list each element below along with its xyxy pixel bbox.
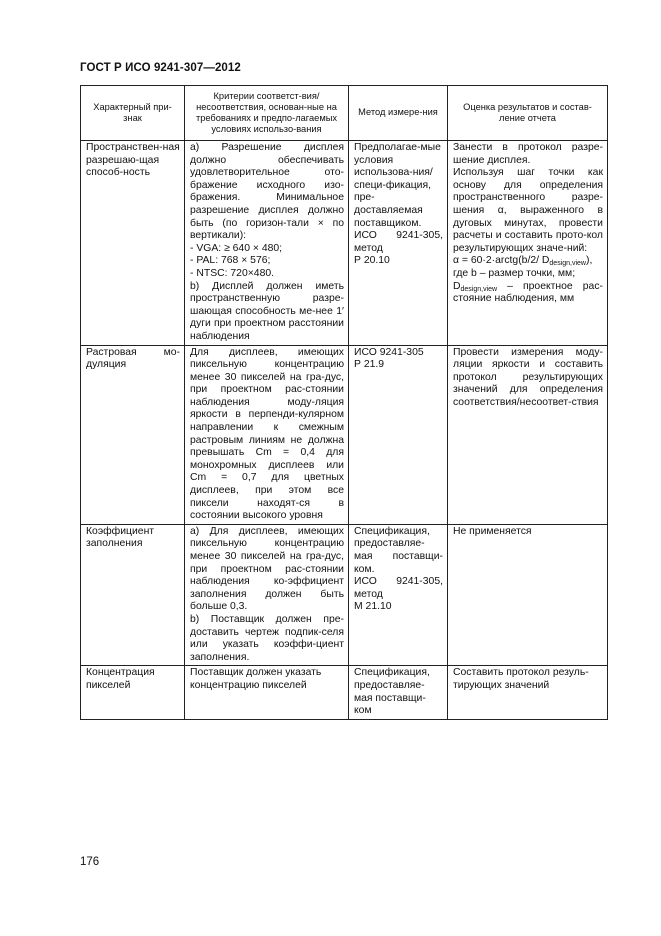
- method-cell: [349, 345, 448, 524]
- method-text: Р 21.9: [354, 359, 385, 371]
- evaluation-text: Занести в протокол разре-шение дисплея.: [453, 142, 603, 166]
- evaluation-text: Используя шаг точки как основу для определения пространственного разре-шения α, выраженного в дуговых минутах, провести расчеты и составить прото-кол результирующих значе-ний:: [453, 167, 603, 254]
- criteria-text: b) Дисплей должен иметь пространственную разре-шающая способность ме-нее 1′ дуги при проектном расстоянии наблюдения: [190, 280, 344, 342]
- criteria-text: Для дисплеев, имеющих пиксельную концентрацию менее 30 пикселей на гра-дус, при проектном рас-стоянии наблюдения моду-ляция яркости в перпенди-кулярном направлении к смежным растровым линиям не должна превышать Cm = 0,4 для монохромных дисплеев или Cm = 0,7 для цветных дисплеев, при этом все пиксели находят-ся в состоянии высокого уровня: [190, 346, 344, 522]
- evaluation-text: Не применяется: [453, 525, 532, 537]
- feature-cell: Коэффициент заполнения: [81, 524, 185, 666]
- column-header-criteria: Критерии соответст-вия/несоответствия, основан-ные на требованиях и предпо-лагаемых условиях использо-вания: [185, 86, 349, 141]
- criteria-text: а) Для дисплеев, имеющих пиксельную концентрацию менее 30 пикселей на гра-дус, при проектном рас-стоянии наблюдения ко-эффициент заполнения должен быть больше 0,3.: [190, 525, 344, 613]
- feature-cell: Растровая мо-дуляция: [81, 345, 185, 524]
- page-number: 176: [80, 856, 100, 868]
- criteria-cell: [185, 141, 349, 346]
- evaluation-cell: [448, 524, 608, 666]
- criteria-cell: [185, 345, 349, 524]
- evaluation-text: $D_{design,view}$ – проектное рас-стояние наблюдения, мм: [453, 280, 603, 305]
- evaluation-text: Составить протокол резуль-тирующих значений: [453, 667, 589, 691]
- method-cell: [349, 666, 448, 719]
- method-text: Спецификация, предоставляе-мая поставщи-ком: [354, 667, 430, 717]
- column-header-evaluation: Оценка результатов и состав-ление отчета: [448, 86, 608, 141]
- method-text: ИСО 9241-305, метод: [354, 576, 443, 600]
- criteria-text: Поставщик должен указать концентрацию пикселей: [190, 667, 322, 691]
- criteria-text: - VGA: ≥ 640 × 480;: [190, 242, 283, 254]
- method-text: Спецификация, предоставляе-мая поставщи-ком.: [354, 525, 443, 575]
- feature-cell: Концентрация пикселей: [81, 666, 185, 719]
- method-text: ИСО 9241-305, метод: [354, 230, 443, 254]
- evaluation-text: где b – размер точки, мм;: [453, 267, 576, 279]
- method-text: ИСО 9241-305: [354, 346, 424, 358]
- column-header-method: Метод измере-ния: [349, 86, 448, 141]
- requirements-table: [80, 85, 608, 720]
- criteria-text: b) Поставщик должен пре-доставить чертеж подпик-селя или указать коэффи-циент заполнения.: [190, 613, 344, 663]
- evaluation-cell: [448, 666, 608, 719]
- evaluation-cell: [448, 141, 608, 346]
- document-header-title: ГОСТ Р ИСО 9241-307—2012: [80, 62, 241, 74]
- criteria-text: - PAL: 768 × 576;: [190, 255, 271, 267]
- evaluation-text: α = 60·2·arctg(b/2/ $D_{design,view}$),: [453, 255, 593, 268]
- evaluation-cell: [448, 345, 608, 524]
- table-row: [81, 345, 608, 524]
- table-row: [81, 524, 608, 666]
- feature-cell: Пространствен-ная разрешаю-щая способ-ность: [81, 141, 185, 346]
- method-cell: [349, 141, 448, 346]
- method-text: Предполагае-мые условия использова-ния/специ-фикация, пре-доставляемая поставщиком.: [354, 142, 441, 229]
- criteria-cell: [185, 666, 349, 719]
- method-text: Р 20.10: [354, 255, 390, 267]
- evaluation-text: Провести измерения моду-ляции яркости и составить протокол результирующих значений для определения соответствия/несоответ-ствия: [453, 346, 603, 408]
- method-text: М 21.10: [354, 601, 392, 613]
- table-header-row: [81, 86, 608, 141]
- table-row: [81, 141, 608, 346]
- column-header-feature: Характерный при-знак: [81, 86, 185, 141]
- criteria-text: а) Разрешение дисплея должно обеспечивать удовлетворительное ото-бражение исходного изо-бражения. Минимальное разрешение дисплея должно быть (по горизон-тали × по вертикали):: [190, 142, 344, 242]
- criteria-text: - NTSC: 720×480.: [190, 267, 275, 279]
- criteria-cell: [185, 524, 349, 666]
- method-cell: [349, 524, 448, 666]
- table-row: [81, 666, 608, 719]
